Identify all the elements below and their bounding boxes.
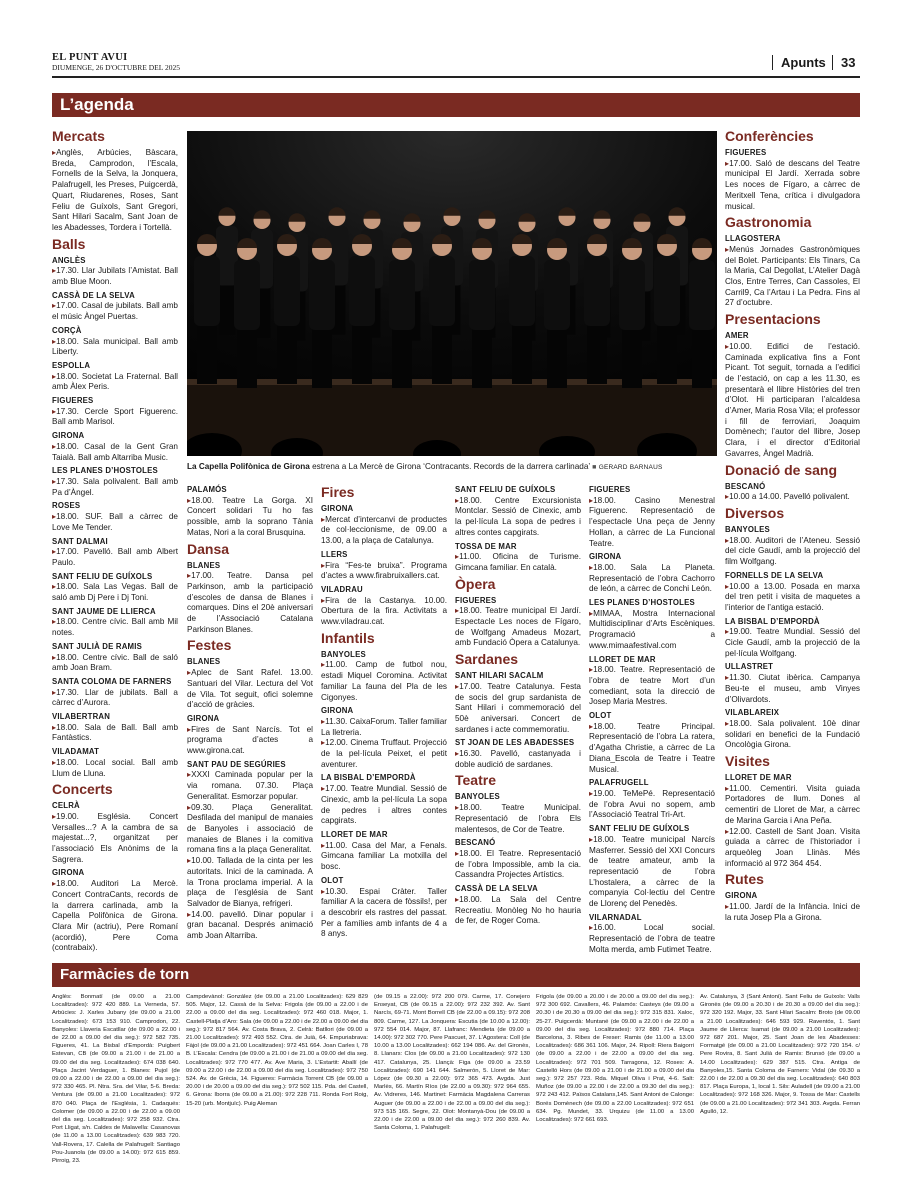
event-entry: ▸ 18.00. Teatre. Representació de l’obra de teatre Mort d’un comediant, sota la direcció de Josep Maria Mestres. xyxy=(589,665,715,708)
event-location: PALAFRUGELL xyxy=(589,778,649,788)
event-entry: ▸ 12.00. Cinema Truffaut. Projecció de la pel·lícula Peixet, el petit aventurer. xyxy=(321,738,447,770)
event-location: FIGUERES xyxy=(52,396,94,406)
category-title: Sardanes xyxy=(455,651,519,668)
event-location: SANTA COLOMA DE FARNERS xyxy=(52,676,172,686)
category-title: Gastronomia xyxy=(725,214,812,231)
event-entry: ▸ 14.00. pavelló. Dinar popular i gran bacanal. Després animació amb Joan Altarriba. xyxy=(187,910,313,942)
pharmacies-header xyxy=(52,963,860,987)
singer-figure xyxy=(274,234,300,384)
event-entry: ▸ 11.30. CaixaForum. Taller familiar La lletreria. xyxy=(321,717,447,738)
event-location: BESCANÓ xyxy=(455,838,496,848)
event-entry: ▸ 18.00. Teatre municipal Narcís Masferrer. Sessió del XXI Concurs de teatre amateur, amb la representació de l’obra L’hostalera, a càrrec de la companyia Col·lectiu del Centre de Llorenç del Penedès. xyxy=(589,835,715,910)
pharmacies-column: (de 09.15 a 22.00): 972 200 079. Carme, 17. Conejero Enseyat, CB (de 09.15 a 22.00): 972 232 392. Av. Sant Narcís, 69-71. Mont Borrell CB (de 22.00 a 09.15): 972 208 809. Carme, 127. La Jonquera: Escutia (de 10.00 a 12.00): 972 554 014. Major, 87. Llafranc: Mendieta (de 09.00 a 14.00): 972 302 770. Pere Pascuet, 37. L’Agostera: Coll (de 10.00 a 13.00 Localitzades): 662 194 086. Av. del Gironès, 8. Llanars: Clos (de 09.00 a 21.00 Localitzades): 972 130 417. Catalunya, 25. Llançà: Figa (de 09.00 a 23.59 Localitzades): 690 141 644. Salmerón, 5. Lloret de Mar: López (de 09.30 a 22.00): 972 365 473. Avgda. Just Marlès, 66. Martín Ríos (de 22.00 a 09.30): 972 964 655. Av. Vidreres, 146. Martinet: Farmàcia Magdalena Carreras Auguer (de 09.00 a 22.00 i de 22.00 a 09.00 del dia seg.): 973 515 165. Segre, 22. Olot: Montanyà-Dou (de 09.00 a 22.00 i de 22.00 a 09.00 del dia seg.): 972 260 839. Av. Santa Coloma, 1. Palafrugell: xyxy=(374,994,530,1132)
event-location: CASSÀ DE LA SELVA xyxy=(52,290,135,300)
event-entry: ▸ 11.30. Ciutat ibèrica. Campanya Beu-te el museu, amb Vinyes d’Olivardots. xyxy=(725,673,860,705)
category-title: Rutes xyxy=(725,871,764,888)
event-location: SANT FELIU DE GUÍXOLS xyxy=(455,485,556,494)
event-entry: ▸ Fires de Sant Narcís. Tot el programa d’actes a www.girona.cat. xyxy=(187,725,313,757)
category-title: Fires xyxy=(321,484,355,500)
event-entry: ▸ 19.00. TeMePé. Representació de l’obra Avui no sopem, amb l’Associació Teatral Tri-Art. xyxy=(589,789,715,821)
event-entry: ▸ 10.00. Edifici de l’estació. Caminada explicativa fins a Font Picant. Tot seguit, tornada a l’edifici de l’estació, on cap a les 11.30, es presentarà el llibre Històries del tren d’Olot. Hi participaran l’alcaldesa d’Amer, Maria Rosa Vila; el professor i fill de ferroviari, Joaquim Domènech; l’autor del llibre, Josep Clara, i el director d’Editorial Gavarres, Àngel Madrià. xyxy=(725,342,860,460)
agenda-column-5 xyxy=(589,482,715,956)
pharmacies-title: Farmàcies de torn xyxy=(60,966,190,983)
event-location: GIRONA xyxy=(52,868,85,878)
event-entry: ▸ 17.00. Pavelló. Ball amb Albert Paulo. xyxy=(52,547,178,568)
event-location: LA BISBAL D’EMPORDÀ xyxy=(321,773,416,783)
event-entry: ▸ 18.00. Auditori de l’Ateneu. Sessió del cicle Gaudí, amb la projecció del film Wolfgang. xyxy=(725,536,860,568)
event-location: CASSÀ DE LA SELVA xyxy=(455,884,538,894)
event-entry: ▸ 18.00. Auditori La Mercè. Concert ContraCants, records de la darrera carlinada, amb la Capella Polifònica de Girona. Clara Mir (actriu), Pere Romaní (acordió), Pere Coma (contrabaix). xyxy=(52,879,178,954)
event-entry: ▸ 17.30. Sala polivalent. Ball amb Pa d’Àngel. xyxy=(52,477,178,498)
choir-illustration xyxy=(187,131,717,456)
singer-figure xyxy=(654,234,680,384)
event-location: GIRONA xyxy=(725,891,758,901)
event-location: ST JOAN DE LES ABADESSES xyxy=(455,738,575,748)
event-location: GIRONA xyxy=(321,706,354,716)
event-location: FIGUERES xyxy=(725,148,767,157)
event-location: GIRONA xyxy=(52,431,85,441)
newspaper-logo: EL PUNT AVUI xyxy=(52,52,128,63)
singer-figure xyxy=(309,238,335,388)
event-entry: ▸ 11.00. Jardí de la Infància. Inici de la ruta Josep Pla a Girona. xyxy=(725,902,860,923)
event-location: SANT DALMAI xyxy=(52,536,108,546)
singer-figure xyxy=(389,238,415,388)
event-location: OLOT xyxy=(589,711,612,721)
square-icon: ■ xyxy=(592,464,597,471)
category-title: Dansa xyxy=(187,540,230,557)
caption-text: estrena a La Mercè de Girona ‘Contracants. Records de la darrera carlinada’ xyxy=(312,462,590,471)
event-location: LLAGOSTERA xyxy=(725,234,781,244)
event-location: BESCANÓ xyxy=(725,481,766,491)
singer-figure xyxy=(619,238,645,388)
category-title: Infantils xyxy=(321,629,375,646)
singer-figure xyxy=(584,234,610,384)
section-name: Apunts xyxy=(772,55,826,70)
event-entry: ▸ 18.00. Teatre Principal. Representació de l’obra La ratera, d’Agatha Christie, a càrrec de La Diana_Escola de Teatre i Teatre Musical. xyxy=(589,722,715,776)
event-entry: ▸ 11.00. Camp de futbol nou, estadi Miquel Coromina. Activitat familiar La fauna del Pla de les Cigonyes. xyxy=(321,660,447,703)
event-entry: ▸ 17.00. Saló de descans del Teatre municipal El Jardí. Xerrada sobre Les noces de Fígaro, a càrrec de Meritxell Tena, crítica i divulgadora musical. xyxy=(725,159,860,213)
event-entry: ▸ 10.00 a 13.00. Posada en marxa del tren petit i visita de maquetes a l’interior de l’antiga estació. xyxy=(725,582,860,614)
event-location: ANGLÈS xyxy=(52,255,86,265)
event-location: AMER xyxy=(725,331,749,341)
event-entry: ▸ XXXI Caminada popular per la via romana. 07.30. Plaça Generalitat. Esmorzar popular. xyxy=(187,770,313,802)
event-entry: ▸ 17.30. Llar Jubilats l’Amistat. Ball amb Blue Moon. xyxy=(52,266,178,287)
photo-caption xyxy=(187,462,717,473)
event-entry: ▸ 18.00. Sala Las Vegas. Ball de saló amb Dj Pere i Dj Toni. xyxy=(52,582,178,603)
category-title: Donació de sang xyxy=(725,461,838,478)
event-location: LES PLANES D’HOSTOLES xyxy=(589,598,695,608)
category-title: Presentacions xyxy=(725,311,821,328)
singer-figure xyxy=(349,234,375,384)
event-entry: ▸ 09.30. Plaça Generalitat. Desfilada del manipul de manaies de Banyoles i associació de manaies de Blanes i la comitiva romana fins a la plaça Generalitat. xyxy=(187,803,313,857)
caption-bold: La Capella Polifònica de Girona xyxy=(187,462,310,471)
event-location: VILABERTRAN xyxy=(52,712,111,722)
issue-date: DIUMENGE, 26 D'OCTUBRE DEL 2025 xyxy=(52,63,180,72)
category-title: Diversos xyxy=(725,504,785,521)
event-entry: ▸ 17.00. Teatre Mundial. Sessió de Cinexic, amb la pel·lícula La sopa de pedres i altres contes capgirats. xyxy=(321,784,447,827)
category-title: Teatre xyxy=(455,772,496,789)
event-location: SANT FELIU DE GUÍXOLS xyxy=(52,571,153,581)
agenda-column-4 xyxy=(455,482,581,927)
agenda-column-1 xyxy=(52,126,178,954)
event-location: FIGUERES xyxy=(589,485,631,494)
event-location: BANYOLES xyxy=(321,649,366,659)
singer-figure xyxy=(429,234,455,384)
event-entry: ▸ 19.00. Teatre Mundial. Sessió del Cicle Gaudí, amb la projecció de la pel·lícula Wolfgang. xyxy=(725,627,860,659)
event-entry: ▸ 10.00. Talladа de la cinta per les autoritats. Inici de la caminada. A la Trona proclama imperial. A la plaça de l’església de Sant Salvador de Bianya, refrigeri. xyxy=(187,856,313,910)
event-entry: ▸ 18.00. El Teatre. Representació de l’obra Impossible, amb la cia. Cassandra Projectes Artístics. xyxy=(455,849,581,881)
event-location: GIRONA xyxy=(187,713,220,723)
event-entry: ▸ 11.00. Casa del Mar, a Fenals. Gimcana familiar La motxilla del bosc. xyxy=(321,841,447,873)
event-location: LLORET DE MAR xyxy=(589,654,656,664)
event-location: VILARNADAL xyxy=(589,912,642,922)
page-number: 33 xyxy=(832,55,860,70)
category-title: Mercats xyxy=(52,128,105,144)
event-entry: ▸ 16.30. Pavelló, castanyada i doble audició de sardanes. xyxy=(455,749,581,770)
event-location: FORNELLS DE LA SELVA xyxy=(725,570,824,580)
pharmacies-column: Anglès: Bonmatí (de 09.00 a 21.00 Localitzades): 972 420 889. La Verneda, 57. Arbúcies: J. Xarles Jubany (de 09.00 a 21.00 Localitzades): 673 153 910. Camprodon, 22. Banyoles: Llaveria Escatllar (de 09.00 a 22.00 i de 22.00 a 09.00 del dia seg.): 972 582 735. Figueres, 41. La Bisbal d’Empordà: Puigbert Estevan, CB (de 09.00 a 21.00 i de 21.00 a 09.00 del dia seg. Localitzades): 674 038 640. Plaça Jacint Verdaguer, 1. Blanes: Pujol (de 09.00 a 22.00 i de 22.00 a 09.00 del dia seg.): 972 330 465. Pl. Ntra. Sra. del Vilar, 5-6. Breda: Ventura (de 09.00 a 21.00 Localitzades): 972 870 040. Plaça de l’Església, 1. Cadaqués: Colomer (de 09.00 a 22.00 i de 22.00 a 09.00 del dia seg. Localitzades): 972 258 932. Ctra. Port Lligat, s/n. Caldes de Malavella: Casanovas (de 11.00 a 13.00 Localitzades): 639 983 720. Vall-Rovera, 17. Calella de Palafrugell: Santiago Pou-Juanola (de 09.00 a 14.00): 972 615 859. Pirroig, 23. xyxy=(52,994,180,1165)
event-entry: ▸ 12.00. Castell de Sant Joan. Visita guiada a càrrec de l’historiador i arqueòleg Joan Llinàs. Més informació al 972 364 454. xyxy=(725,827,860,870)
event-entry: ▸ Fira “Fes-te bruixa”. Programa d’actes a www.firabruixallers.cat. xyxy=(321,561,447,582)
category-title: Visites xyxy=(725,753,770,770)
singer-figure xyxy=(469,238,495,388)
category-title: Balls xyxy=(52,235,86,252)
event-entry: ▸ 18.00. SUF. Ball a càrrec de Love Me Tender. xyxy=(52,512,178,533)
photo-credit: GERARD BARNAUS xyxy=(598,464,663,471)
event-location: LLORET DE MAR xyxy=(725,773,792,783)
event-entry: ▸ 16.00. Local social. Representació de l’obra de teatre Molta merda, amb Futimet Teatre. xyxy=(589,923,715,955)
category-title: Òpera xyxy=(455,575,496,592)
event-entry: ▸ 18.00. Sala municipal. Ball amb Liberty. xyxy=(52,337,178,358)
event-location: SANT JAUME DE LLIERCA xyxy=(52,606,156,616)
agenda-column-6 xyxy=(725,126,860,923)
event-location: PALAMÓS xyxy=(187,485,227,494)
event-entry: ▸ 18.00. Centre cívic. Ball amb Mil notes. xyxy=(52,617,178,638)
event-location: BANYOLES xyxy=(455,792,500,802)
event-entry: ▸ 18.00. Casino Menestral Figuerenc. Representació de l’espectacle Una peça de Jenny Hollan, a càrrec de La Funcional Teatre. xyxy=(589,496,715,550)
event-location: CELRÀ xyxy=(52,801,80,811)
concert-photo xyxy=(187,131,717,456)
event-entry: ▸ 18.00. Centre cívic. Ball de saló amb Joan Bram. xyxy=(52,653,178,674)
event-location: VILADRAU xyxy=(321,584,363,594)
event-entry: ▸ 18.00. Teatre Municipal. Representació de l’obra Els malentesos, de Cor de Teatre. xyxy=(455,803,581,835)
event-entry: ▸ 18.00. Centre Excursionista Montclar. Sessió de Cinexic, amb la pel·lícula La sopa de pedres i altres contes capgirats. xyxy=(455,496,581,539)
event-location: SANT PAU DE SEGÚRIES xyxy=(187,759,286,769)
event-entry: ▸ Fira de la Castanya. 10.00. Obertura de la fira. Activitats a www.viladrau.cat. xyxy=(321,596,447,628)
event-entry: ▸ 17.30. Llar de jubilats. Ball a càrrec d’Aurora. xyxy=(52,688,178,709)
event-entry: ▸ 18.00. Sala polivalent. 10è dinar solidari en benefici de la Fundació Oncològia Girona. xyxy=(725,719,860,751)
event-location: VILABLAREIX xyxy=(725,708,780,718)
event-location: BLANES xyxy=(187,560,221,570)
event-entry: ▸ 18.00. La Sala del Centre Recreatiu. Monòleg No ho hauria de fer, de Roger Coma. xyxy=(455,895,581,927)
event-location: FIGUERES xyxy=(455,595,497,605)
event-location: BANYOLES xyxy=(725,524,770,534)
event-entry: ▸ 18.00. Casal de la Gent Gran Taialà. Ball amb Altarriba Music. xyxy=(52,442,178,463)
event-entry: ▸ Aplec de Sant Rafel. 13.00. Santuari del Vilar. Lectura del Vot de Vila. Tot seguit, ofici solemne d’acció de gràcies. xyxy=(187,668,313,711)
singer-figure xyxy=(234,238,260,388)
event-location: LLERS xyxy=(321,549,348,559)
event-entry: ▸ 18.00. Sala de Ball. Ball amb Fantàstics. xyxy=(52,723,178,744)
event-entry: ▸ 10.00 a 14.00. Pavelló polivalent. xyxy=(725,492,860,503)
category-title: Conferències xyxy=(725,128,814,144)
event-entry: ▸ 17.00. Casal de jubilats. Ball amb el músic Àngel Puertas. xyxy=(52,301,178,322)
event-location: CORÇÀ xyxy=(52,325,82,335)
event-location: SANT HILARI SACALM xyxy=(455,671,544,681)
event-entry: ▸ 11.00. Cementiri. Visita guiada Portadores de llum. Dones al cementiri de Lloret de Mar, a càrrec de Marina Garcia i Ana Peña. xyxy=(725,784,860,827)
event-location: OLOT xyxy=(321,875,344,885)
event-entry: ▸ Mercat d’intercanvi de productes de col·leccionisme, de 09.00 a 13.00, a la plaça de Catalunya. xyxy=(321,515,447,547)
event-location: SANT JULIÀ DE RAMIS xyxy=(52,641,143,651)
event-location: LES PLANES D’HOSTOLES xyxy=(52,466,158,476)
event-entry: ▸ 11.00. Oficina de Turisme. Gimcana familiar. En català. xyxy=(455,552,581,573)
event-location: BLANES xyxy=(187,657,221,667)
singer-figure xyxy=(194,234,220,384)
singer-figure xyxy=(509,234,535,384)
agenda-column-3 xyxy=(321,482,447,940)
event-entry: ▸ Anglès, Arbúcies, Bàscara, Breda, Camprodon, l’Escala, Fornells de la Selva, la Jonquera, Palafrugell, les Preses, Puigcerdà, Quart, Riudarenes, Roses, Sant Feliu de Guíxols, Sant Gregori, Sant Hilari Sacalm, Sant Joan de les Abadesses, Tordera i Tortellà. xyxy=(52,148,178,234)
agenda-header xyxy=(52,93,860,117)
event-entry: ▸ 17.00. Teatre. Dansa pel Parkinson, amb la participació d’escoles de dansa de Blanes i comarques. Dins el 20è aniversari de l’Associació Catalana Parkinson Blanes. xyxy=(187,571,313,635)
event-entry: ▸ Menús Jornades Gastronòmiques del Bolet. Participants: Els Tinars, Ca la Maria, Cal Degollat, L’Atelier Dagà Clos, Entre Terres, Can Cassoles, El Carril9, Ca l’Artau i La Pedra. Fins al 27 d’octubre. xyxy=(725,245,860,309)
pharmacies-column: Campdevànol: González (de 09.00 a 21.00 Localitzades): 629 829 505. Major, 12. Cassà de la Selva: Frigola (de 09.00 a 22.00 i de 22.00 a 09.00 del dia seg. Localitzades): 972 460 018. Major, 1. Castell-Platja d’Aro: Sala (de 09.00 a 22.00 i de 22.00 a 09.00 del dia seg.): 972 817 564. Av. Costa Brava, 2. Celrà: Batllori (de 09.00 a 21.00 Localitzades): 972 493 552. Ctra. de Juià, 64. Empuriabrava: Fàjol (de 09.00 a 21.00 Localitzades): 972 451 664. Joan Carles I, 78 B. L’Escala: Cendra (de 09.00 a 21.00 i de 21.00 a 09.00 del dia seg. Localitzades): 972 770 477. Av. Ave Maria, 3. L’Estartit: Aballí (de 09.00 a 22.00 i de 22.00 a 09.00 del dia seg. Localitzades): 972 750 524. Av. de Grècia, 14. Figueres: Farmàcia Torrent CB (de 09.00 a 20.00 i de 20.00 a 09.00 del dia seg.): 972 502 115. Pda. del Castell, 6. Girona: Iborra (de 09.00 a 21.00): 972 228 711. Ronda Fort Roig, 15-20 (urb. Montjuïc). Puig Aleman xyxy=(186,994,368,1107)
event-entry: ▸ 19.00. Església. Concert Versalles...? A la cambra de sa majestat...?, organitzat per l’associació Els Anònims de la Sagrera. xyxy=(52,812,178,866)
singer-figure xyxy=(689,238,715,388)
event-entry: ▸ MIMAA, Mostra Internacional Multidisciplinar d’Arts Escèniques. Programació a www.mimaafestival.com xyxy=(589,609,715,652)
masthead xyxy=(52,52,860,78)
category-title: Concerts xyxy=(52,781,113,798)
event-location: ULLASTRET xyxy=(725,662,774,672)
pharmacies-column: Av. Catalunya, 3 (Sant Antoni). Sant Feliu de Guíxols: Valls Gironès (de 09.00 a 20.30 i de 20.30 a 09.00 del dia seg.): 972 320 192. Major, 33. Sant Hilari Sacalm: Broto (de 09.00 a 21.00 Localitzades): 646 593 929. Raventós, 1. Sant Jaume de Llierca: Isamat (de 09.00 a 21.00 Localitzades): 972 687 201. Major, 25. Sant Joan de les Abadesses: Formatgé (de 09.00 a 21.00 Localitzades): 972 720 154. c/ Pere Rovira, 8. Sant Julià de Ramis: Brunsó (de 09.00 a 14.00 Localitzades): 629 387 515. Ctra. Antiga de Banyoles,15. Santa Coloma de Farners: Vidal (de 09.30 a 22.00 i de 22.00 a 09.30 del dia seg. Localitzades): 640 803 817. Plaça Europa, 1, local 1. Sils: Auladell (de 09.00 a 21.00 Localitzades): 972 168 326. Major, 9. Tossa de Mar: Castells (de 09.00 a 21.00 Localitzades): 972 341 303. Avgda. Ferran Agulló, 12. xyxy=(700,994,860,1115)
singer-figure xyxy=(544,238,570,388)
event-location: LA BISBAL D’EMPORDÀ xyxy=(725,616,820,626)
event-location: SANT FELIU DE GUÍXOLS xyxy=(589,824,690,834)
event-location: ESPOLLA xyxy=(52,360,91,370)
event-entry: ▸ 10.30. Espai Cràter. Taller familiar A la cacera de fòssils!, per a descobrir els rastres del passat. Per a famílies amb infants de 4 a 8 anys. xyxy=(321,887,447,941)
agenda-title: L’agenda xyxy=(60,95,134,114)
agenda-column-2 xyxy=(187,482,313,942)
event-location: GIRONA xyxy=(589,552,622,562)
event-location: VILADAMAT xyxy=(52,747,100,757)
event-entry: ▸ 18.00. Teatre La Gorga. XI Concert solidari Tu ho fas possible, amb la soprano Tània Matas, Nori a la coral Brusquina. xyxy=(187,496,313,539)
event-entry: ▸ 18.00. Teatre municipal El Jardí. Espectacle Les noces de Fígaro, de Wolfgang Amadeus Mozart, amb Fundació Òpera a Catalunya. xyxy=(455,606,581,649)
category-title: Festes xyxy=(187,637,232,654)
event-location: GIRONA xyxy=(321,504,354,513)
event-entry: ▸ 18.00. Sala La Planeta. Representació de l’obra Cachorro de león, a càrrec de Conchi León. xyxy=(589,563,715,595)
pharmacies-column: Frigola (de 09.00 a 20.00 i de 20.00 a 09.00 del dia seg.): 972 300 692. Cavallers, 46. Palamós: Casteys (de 09.00 a 20.30 i de 20.30 a 09.00 del dia seg.): 972 315 831. Xaloc, 25-27. Puigcerdà: Muntané (de 09.00 a 22.00 i de 22.00 a 09.00 del dia seg. Localitzades): 972 880 714. Plaça Barcelona, 3. Ribes de Freser: Ramis (de 11.00 a 13.00 Localitzades): 686 361 106. Major, 24. Ripoll: Riera Baigorri (de 09.00 a 22.00 i de 22.00 a 09.00 del dia seg. Localitzades): 972 701 509. Tarragona, 12. Roses: A. Castelló Hors (de 09.00 a 21.00 i de 21.00 a 09.00 del dia seg.): 972 257 723. Rda. Miquel Oliva i Prat, 4-6. Salt: Muñoz (de 09.00 a 22.00 i de 22.00 a 09.30 del dia seg.): 972 243 412. Països Catalans,145. Sant Antoni de Calonge: Borés Domènech (de 09.00 a 22.00 Localitzades): 972 651 634. Pg. Mundet, 33. Urquizu (de 11.00 a 13.00 Localitzades): 972 661 693. xyxy=(536,994,694,1124)
event-entry: ▸ 17.30. Cercle Sport Figuerenc. Ball amb Marisol. xyxy=(52,407,178,428)
event-entry: ▸ 18.00. Local social. Ball amb Llum de Lluna. xyxy=(52,758,178,779)
event-entry: ▸ 17.00. Teatre Catalunya. Festa de socis del grup sardanista de Sant Hilari i commemoració del 50è aniversari. Concert de sardanes i acte commemoratiu. xyxy=(455,682,581,736)
event-location: TOSSA DE MAR xyxy=(455,541,517,551)
event-location: ROSES xyxy=(52,501,81,511)
event-entry: ▸ 18.00. Societat La Fraternal. Ball amb Àlex Peris. xyxy=(52,372,178,393)
event-location: LLORET DE MAR xyxy=(321,829,388,839)
